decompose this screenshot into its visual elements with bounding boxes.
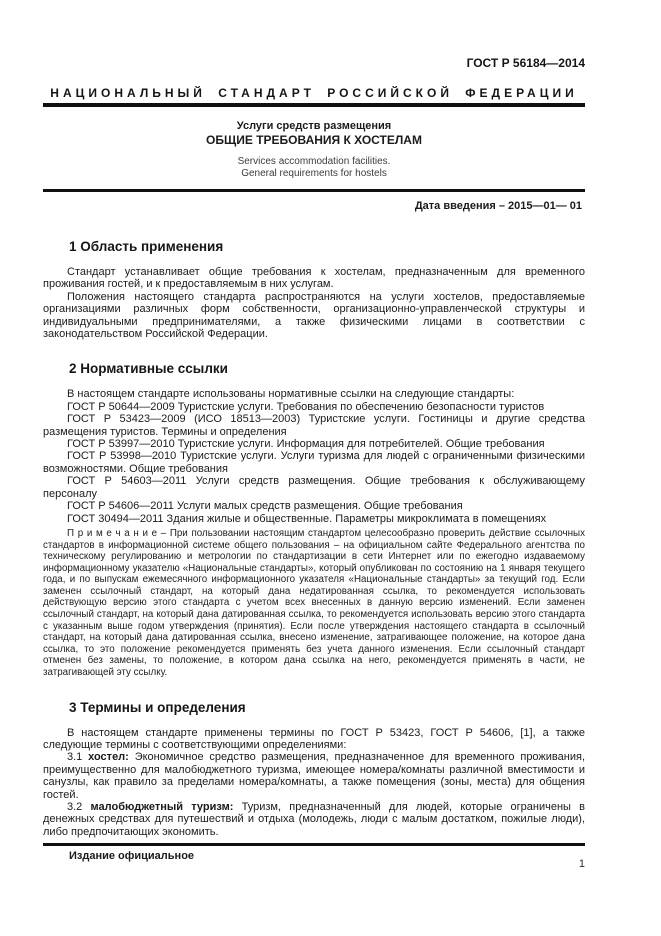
doc-title-en-line1: Services accommodation facilities.	[237, 156, 391, 167]
term-name: малобюджетный туризм:	[90, 801, 234, 814]
term-text: Экономичное средство размещения, предназначенное для временного проживания, преимущественно для малобюджетного туризма, имеющее номера/комнаты различной вместимости и санузлы, как правило за пределами номера/комнаты, а также помещения (зоны, места) для общения гостей.	[43, 751, 586, 801]
term-definition	[43, 801, 585, 838]
doc-code: ГОСТ Р 56184—2014	[466, 56, 585, 70]
effective-date: Дата введения – 2015—01— 01	[414, 200, 582, 212]
referenced-standard: ГОСТ Р 54606—2011 Услуги малых средств размещения. Общие требования	[67, 500, 463, 513]
document-content	[43, 0, 585, 838]
referenced-standard: ГОСТ Р 53997—2010 Туристские услуги. Информация для потребителей. Общие требования	[67, 438, 545, 451]
referenced-standard: ГОСТ Р 53423—2009 (ИСО 18513—2003) Туристские услуги. Гостиницы и другие средства размещения туристов. Термины и определения	[43, 413, 585, 438]
section-1-paragraph: Стандарт устанавливает общие требования к хостелам, предназначенным для временного проживания гостей, и к предоставляемым в них услугам.	[43, 266, 585, 291]
section-1-paragraph: Положения настоящего стандарта распространяются на услуги хостелов, предоставляемые организациями различных форм собственности, организационно-управленческой структуры и индивидуальными предпринимателями, а также физическими лицами в соответствии с законодательством Российской Федерации.	[43, 290, 585, 341]
term-text: Туризм, предназначенный для людей, которые ограничены в денежных средствах для путешествий и отдыха (молодежь, люди с малым достатком, пожилые люди), либо предпочитающих экономить.	[43, 801, 586, 838]
edition-note: Издание официальное	[69, 850, 195, 862]
referenced-standard: ГОСТ Р 50644—2009 Туристские услуги. Требования по обеспечению безопасности туристов	[67, 400, 545, 413]
term-definition	[43, 751, 585, 801]
national-standard-banner: НАЦИОНАЛЬНЫЙ СТАНДАРТ РОССИЙСКОЙ ФЕДЕРАЦИИ	[43, 87, 585, 107]
term-name: хостел:	[88, 751, 129, 764]
term-number: 3.2	[67, 801, 83, 814]
referenced-standard: ГОСТ 30494—2011 Здания жилые и общественные. Параметры микроклимата в помещениях	[67, 512, 547, 525]
page-number: 1	[578, 858, 585, 870]
doc-title-ru-line2: ОБЩИЕ ТРЕБОВАНИЯ К ХОСТЕЛАМ	[206, 133, 422, 147]
referenced-standard: ГОСТ Р 54603—2011 Услуги средств размещения. Общие требования к обслуживающему персоналу	[43, 475, 585, 500]
section-2-note: П р и м е ч а н и е – При пользовании настоящим стандартом целесообразно проверить действие ссылочных стандартов в информационной системе общего пользования – на официальном сайте Федерального агентства по техническому регулированию и метрологии по стандартизации в сети Интернет или по ежегодно издаваемому информационному указателю «Национальные стандарты», который опубликован по состоянию на 1 января текущего года, и по выпускам ежемесячного информационного указателя «Национальные стандарты» за текущий год. Если заменен ссылочный стандарт, на который дана недатированная ссылка, то рекомендуется использовать действующую версию этого стандарта с учетом всех внесенных в данную версию изменений. Если заменен ссылочный стандарт, на который дана датированная ссылка, то рекомендуется использовать версию этого стандарта с указанным выше годом утверждения (принятия). Если после утверждения настоящего стандарта в ссылочный стандарт, на который дана датированная ссылка, внесено изменение, затрагивающее положение, на которое дана ссылка, то это положение рекомендуется применять без учета данного изменения. Если ссылочный стандарт отменен без замены, то положение, в котором дана ссылка на него, рекомендуется применять в части, не затрагивающей эту ссылку.	[43, 527, 585, 679]
section-2-heading: 2 Нормативные ссылки	[69, 361, 228, 377]
section-3-intro: В настоящем стандарте применены термины по ГОСТ Р 53423, ГОСТ Р 54606, [1], а также следующие термины с соответствующими определениями:	[43, 726, 585, 752]
doc-title-en	[43, 156, 585, 179]
footer-divider	[43, 843, 585, 846]
header-divider	[43, 189, 585, 192]
section-1-heading: 1 Область применения	[69, 239, 224, 254]
term-number: 3.1	[67, 751, 83, 764]
section-3-heading: 3 Термины и определения	[69, 699, 246, 715]
section-2-intro: В настоящем стандарте использованы нормативные ссылки на следующие стандарты:	[67, 388, 515, 401]
referenced-standard: ГОСТ Р 53998—2010 Туристские услуги. Услуги туризма для людей с ограниченными физическими возможностями. Общие требования	[43, 450, 585, 475]
doc-title-en-line2: General requirements for hostels	[241, 167, 387, 179]
doc-title-ru-line1: Услуги средств размещения	[236, 120, 392, 132]
